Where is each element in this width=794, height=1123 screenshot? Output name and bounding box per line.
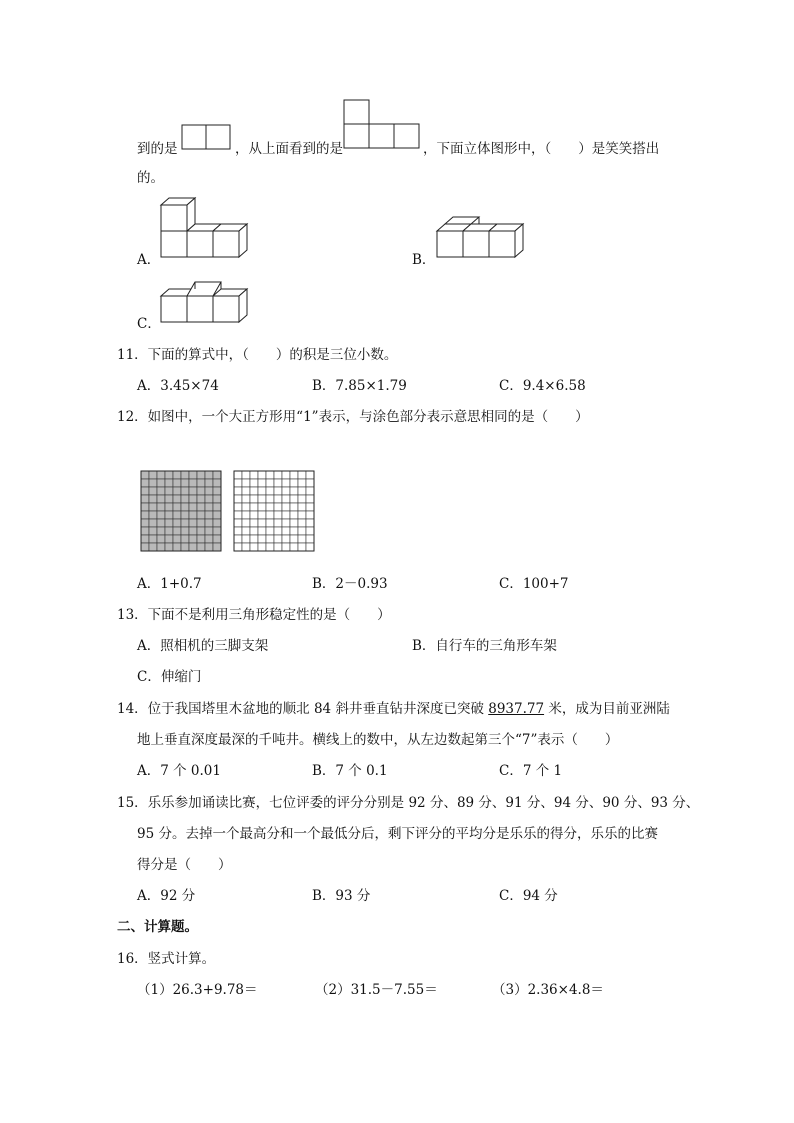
shaded-grid-cell xyxy=(173,511,181,519)
blank-grid-cell xyxy=(290,495,298,503)
q13-option-c: C．伸缩门 xyxy=(137,669,202,685)
blank-grid-cell xyxy=(306,519,314,527)
blank-grid-cell xyxy=(274,511,282,519)
blank-grid-cell xyxy=(250,519,258,527)
shaded-grid-cell xyxy=(157,479,165,487)
shaded-grid-cell xyxy=(173,543,181,551)
q13-stem: 13．下面不是利用三角形稳定性的是（ ） xyxy=(117,607,391,623)
q16-item-3: （3）2.36×4.8＝ xyxy=(492,982,604,998)
blank-grid-cell xyxy=(290,487,298,495)
blank-grid-cell xyxy=(298,519,306,527)
shaded-grid-cell xyxy=(205,487,213,495)
blank-grid-cell xyxy=(242,543,250,551)
shaded-grid-cell xyxy=(173,527,181,535)
blank-grid-cell xyxy=(234,535,242,543)
blank-grid-cell xyxy=(250,495,258,503)
shaded-grid-cell xyxy=(205,511,213,519)
blank-grid-cell xyxy=(266,487,274,495)
blank-grid-cell xyxy=(298,479,306,487)
shaded-grid-cell xyxy=(197,487,205,495)
blank-grid-cell xyxy=(282,527,290,535)
q15-line3: 得分是（ ） xyxy=(137,857,232,873)
blank-grid-cell xyxy=(258,487,266,495)
blank-grid-cell xyxy=(298,503,306,511)
blank-grid-cell xyxy=(250,511,258,519)
shaded-grid-cell xyxy=(213,527,221,535)
blank-grid-cell xyxy=(282,495,290,503)
shaded-grid-cell xyxy=(213,543,221,551)
shaded-hundred-grid xyxy=(140,470,222,552)
blank-grid-cell xyxy=(306,479,314,487)
blank-grid-cell xyxy=(266,519,274,527)
blank-grid-cell xyxy=(274,535,282,543)
shaded-grid-cell xyxy=(165,503,173,511)
q14-option-b: B．7 个 0.1 xyxy=(312,763,388,779)
shaded-grid-cell xyxy=(141,487,149,495)
shaded-grid-cell xyxy=(149,487,157,495)
blank-grid-cell xyxy=(266,479,274,487)
q11-option-b: B．7.85×1.79 xyxy=(312,378,407,394)
shaded-grid-cell xyxy=(213,519,221,527)
shaded-grid-cell xyxy=(205,495,213,503)
blank-grid-cell xyxy=(290,527,298,535)
section-title: 二、计算题。 xyxy=(117,919,198,935)
blank-grid-cell xyxy=(274,487,282,495)
shaded-grid-cell xyxy=(141,527,149,535)
blank-grid-cell xyxy=(266,543,274,551)
shaded-grid-cell xyxy=(173,503,181,511)
shaded-grid-cell xyxy=(213,503,221,511)
shaded-grid-cell xyxy=(205,535,213,543)
shaded-grid-cell xyxy=(149,503,157,511)
q10-line2: 的。 xyxy=(137,170,164,186)
shaded-grid-cell xyxy=(189,519,197,527)
blank-grid-cell xyxy=(234,511,242,519)
shaded-grid-cell xyxy=(197,527,205,535)
blank-grid-cell xyxy=(274,503,282,511)
shaded-grid-cell xyxy=(197,503,205,511)
blank-grid-cell xyxy=(274,495,282,503)
shaded-grid-cell xyxy=(189,487,197,495)
q10-option-c-figure xyxy=(160,279,252,327)
blank-grid-cell xyxy=(290,543,298,551)
shaded-grid-cell xyxy=(181,511,189,519)
blank-grid-cell xyxy=(258,479,266,487)
blank-grid-cell xyxy=(234,487,242,495)
blank-grid-cell xyxy=(234,495,242,503)
blank-grid-cell xyxy=(298,511,306,519)
blank-grid-cell xyxy=(266,527,274,535)
blank-grid-cell xyxy=(258,527,266,535)
shaded-grid-cell xyxy=(197,471,205,479)
shaded-grid-cell xyxy=(181,503,189,511)
blank-grid-cell xyxy=(298,535,306,543)
blank-grid-cell xyxy=(306,495,314,503)
shaded-grid-cell xyxy=(157,535,165,543)
q12-option-a: A．1+0.7 xyxy=(137,576,202,592)
blank-grid-cell xyxy=(290,511,298,519)
shaded-grid-cell xyxy=(149,527,157,535)
q10-option-b-figure xyxy=(436,214,528,262)
shaded-grid-cell xyxy=(189,495,197,503)
blank-grid-cell xyxy=(258,519,266,527)
q10-line1-seg3: ，下面立体图形中，（ ）是笑笑搭出 xyxy=(423,141,660,157)
q16-item-1: （1）26.3+9.78＝ xyxy=(137,982,258,998)
shaded-grid-cell xyxy=(173,519,181,527)
shaded-grid-cell xyxy=(141,519,149,527)
blank-grid-cell xyxy=(258,503,266,511)
q15-line1: 15．乐乐参加诵读比赛，七位评委的评分分别是 92 分、89 分、91 分、94 分、90 分、93 分、 xyxy=(117,795,700,811)
shaded-grid-cell xyxy=(181,495,189,503)
shaded-grid-cell xyxy=(141,543,149,551)
blank-grid-cell xyxy=(274,479,282,487)
shaded-grid-cell xyxy=(165,487,173,495)
q14-line1-pre: 14．位于我国塔里木盆地的顺北 84 斜井垂直钻井深度已突破 xyxy=(117,701,489,717)
q14-option-a: A．7 个 0.01 xyxy=(137,763,221,779)
blank-grid-cell xyxy=(250,543,258,551)
blank-grid-cell xyxy=(242,479,250,487)
shaded-grid-cell xyxy=(173,487,181,495)
shaded-grid-cell xyxy=(205,527,213,535)
shaded-grid-cell xyxy=(205,479,213,487)
blank-grid-cell xyxy=(274,519,282,527)
shaded-grid-cell xyxy=(149,471,157,479)
blank-grid-cell xyxy=(242,471,250,479)
shaded-grid-cell xyxy=(141,479,149,487)
shaded-grid-cell xyxy=(205,543,213,551)
q13-option-a: A．照相机的三脚支架 xyxy=(137,638,269,654)
blank-grid-cell xyxy=(298,527,306,535)
blank-grid-cell xyxy=(242,535,250,543)
q14-underlined-number: 8937.77 xyxy=(488,701,545,717)
q12-option-c: C．100+7 xyxy=(499,576,569,592)
blank-grid-cell xyxy=(306,503,314,511)
q14-line1-post: 米，成为目前亚洲陆 xyxy=(544,701,670,717)
shaded-grid-cell xyxy=(149,479,157,487)
blank-grid-cell xyxy=(274,543,282,551)
blank-grid-cell xyxy=(298,543,306,551)
shaded-grid-cell xyxy=(181,527,189,535)
blank-grid-cell xyxy=(298,495,306,503)
shaded-grid-cell xyxy=(197,479,205,487)
blank-grid-cell xyxy=(242,503,250,511)
shaded-grid-cell xyxy=(173,479,181,487)
q11-option-c: C．9.4×6.58 xyxy=(499,378,586,394)
shaded-grid-cell xyxy=(181,487,189,495)
shaded-grid-cell xyxy=(173,535,181,543)
shaded-grid-cell xyxy=(157,527,165,535)
shaded-grid-cell xyxy=(141,495,149,503)
shaded-grid-cell xyxy=(181,543,189,551)
shaded-grid-cell xyxy=(157,471,165,479)
blank-grid-cell xyxy=(266,535,274,543)
shaded-grid-cell xyxy=(157,511,165,519)
blank-grid-cell xyxy=(266,495,274,503)
blank-grid-cell xyxy=(250,527,258,535)
q14-line1 xyxy=(117,697,670,717)
blank-hundred-grid xyxy=(233,470,315,552)
front-view-figure xyxy=(181,124,233,150)
blank-grid-cell xyxy=(274,471,282,479)
q10-option-c-label: C． xyxy=(137,316,161,332)
blank-grid-cell xyxy=(282,511,290,519)
blank-grid-cell xyxy=(282,479,290,487)
shaded-grid-cell xyxy=(213,471,221,479)
q14-option-c: C．7 个 1 xyxy=(499,763,563,779)
shaded-grid-cell xyxy=(157,543,165,551)
q14-line2: 地上垂直深度最深的千吨井。横线上的数中，从左边数起第三个“7”表示（ ） xyxy=(137,732,619,748)
q15-option-b: B．93 分 xyxy=(312,888,371,904)
blank-grid-cell xyxy=(306,487,314,495)
q15-option-c: C．94 分 xyxy=(499,888,558,904)
blank-grid-cell xyxy=(250,503,258,511)
shaded-grid-cell xyxy=(189,479,197,487)
shaded-grid-cell xyxy=(165,471,173,479)
blank-grid-cell xyxy=(266,511,274,519)
blank-grid-cell xyxy=(234,503,242,511)
shaded-grid-cell xyxy=(197,519,205,527)
shaded-grid-cell xyxy=(157,503,165,511)
shaded-grid-cell xyxy=(189,527,197,535)
shaded-grid-cell xyxy=(213,495,221,503)
shaded-grid-cell xyxy=(189,511,197,519)
blank-grid-cell xyxy=(266,471,274,479)
blank-grid-cell xyxy=(298,487,306,495)
blank-grid-cell xyxy=(306,527,314,535)
shaded-grid-cell xyxy=(157,519,165,527)
blank-grid-cell xyxy=(242,511,250,519)
shaded-grid-cell xyxy=(165,511,173,519)
shaded-grid-cell xyxy=(181,471,189,479)
shaded-grid-cell xyxy=(149,519,157,527)
shaded-grid-cell xyxy=(141,471,149,479)
blank-grid-cell xyxy=(282,487,290,495)
blank-grid-cell xyxy=(242,519,250,527)
blank-grid-cell xyxy=(306,535,314,543)
blank-grid-cell xyxy=(250,471,258,479)
blank-grid-cell xyxy=(250,487,258,495)
shaded-grid-cell xyxy=(205,503,213,511)
blank-grid-cell xyxy=(258,495,266,503)
blank-grid-cell xyxy=(290,535,298,543)
blank-grid-cell xyxy=(282,471,290,479)
shaded-grid-cell xyxy=(181,479,189,487)
shaded-grid-cell xyxy=(189,535,197,543)
shaded-grid-cell xyxy=(197,535,205,543)
shaded-grid-cell xyxy=(165,479,173,487)
q15-option-a: A．92 分 xyxy=(137,888,196,904)
q15-line2: 95 分。去掉一个最高分和一个最低分后，剩下评分的平均分是乐乐的得分，乐乐的比赛 xyxy=(137,826,658,842)
shaded-grid-cell xyxy=(149,511,157,519)
top-view-figure xyxy=(343,99,421,151)
blank-grid-cell xyxy=(282,519,290,527)
shaded-grid-cell xyxy=(165,527,173,535)
shaded-grid-cell xyxy=(181,535,189,543)
blank-grid-cell xyxy=(258,471,266,479)
blank-grid-cell xyxy=(298,471,306,479)
q12-stem: 12．如图中，一个大正方形用“1”表示，与涂色部分表示意思相同的是（ ） xyxy=(117,409,589,425)
shaded-grid-cell xyxy=(197,511,205,519)
blank-grid-cell xyxy=(234,479,242,487)
blank-grid-cell xyxy=(242,527,250,535)
blank-grid-cell xyxy=(242,487,250,495)
q16-item-2: （2）31.5－7.55＝ xyxy=(315,982,438,998)
blank-grid-cell xyxy=(258,511,266,519)
blank-grid-cell xyxy=(234,471,242,479)
q13-option-b: B．自行车的三角形车架 xyxy=(412,638,557,654)
q12-option-b: B．2－0.93 xyxy=(312,576,388,592)
blank-grid-cell xyxy=(306,471,314,479)
q11-stem: 11．下面的算式中，（ ）的积是三位小数。 xyxy=(117,347,398,363)
shaded-grid-cell xyxy=(189,471,197,479)
shaded-grid-cell xyxy=(141,535,149,543)
q10-option-b-label: B． xyxy=(412,252,436,268)
shaded-grid-cell xyxy=(213,535,221,543)
q10-line1-seg2: ，从上面看到的是 xyxy=(235,141,343,157)
shaded-grid-cell xyxy=(205,519,213,527)
blank-grid-cell xyxy=(290,471,298,479)
shaded-grid-cell xyxy=(197,495,205,503)
blank-grid-cell xyxy=(282,535,290,543)
shaded-grid-cell xyxy=(181,519,189,527)
blank-grid-cell xyxy=(290,519,298,527)
blank-grid-cell xyxy=(274,527,282,535)
shaded-grid-cell xyxy=(141,511,149,519)
shaded-grid-cell xyxy=(213,479,221,487)
shaded-grid-cell xyxy=(149,495,157,503)
blank-grid-cell xyxy=(266,503,274,511)
shaded-grid-cell xyxy=(197,543,205,551)
q16-stem: 16．竖式计算。 xyxy=(117,951,216,967)
blank-grid-cell xyxy=(234,519,242,527)
q10-line1-seg1: 到的是 xyxy=(137,141,178,157)
blank-grid-cell xyxy=(242,495,250,503)
blank-grid-cell xyxy=(250,479,258,487)
shaded-grid-cell xyxy=(165,535,173,543)
shaded-grid-cell xyxy=(213,511,221,519)
shaded-grid-cell xyxy=(189,503,197,511)
q10-option-a-figure xyxy=(160,197,252,261)
blank-grid-cell xyxy=(306,511,314,519)
blank-grid-cell xyxy=(306,543,314,551)
q11-option-a: A．3.45×74 xyxy=(137,378,219,394)
q10-option-a-label: A． xyxy=(137,252,161,268)
shaded-grid-cell xyxy=(165,519,173,527)
shaded-grid-cell xyxy=(149,535,157,543)
shaded-grid-cell xyxy=(157,495,165,503)
blank-grid-cell xyxy=(234,527,242,535)
blank-grid-cell xyxy=(282,503,290,511)
shaded-grid-cell xyxy=(173,495,181,503)
blank-grid-cell xyxy=(290,479,298,487)
shaded-grid-cell xyxy=(205,471,213,479)
blank-grid-cell xyxy=(290,503,298,511)
blank-grid-cell xyxy=(258,535,266,543)
shaded-grid-cell xyxy=(157,487,165,495)
shaded-grid-cell xyxy=(173,471,181,479)
shaded-grid-cell xyxy=(165,495,173,503)
blank-grid-cell xyxy=(282,543,290,551)
shaded-grid-cell xyxy=(189,543,197,551)
shaded-grid-cell xyxy=(213,487,221,495)
shaded-grid-cell xyxy=(165,543,173,551)
blank-grid-cell xyxy=(258,543,266,551)
blank-grid-cell xyxy=(234,543,242,551)
shaded-grid-cell xyxy=(149,543,157,551)
blank-grid-cell xyxy=(250,535,258,543)
shaded-grid-cell xyxy=(141,503,149,511)
